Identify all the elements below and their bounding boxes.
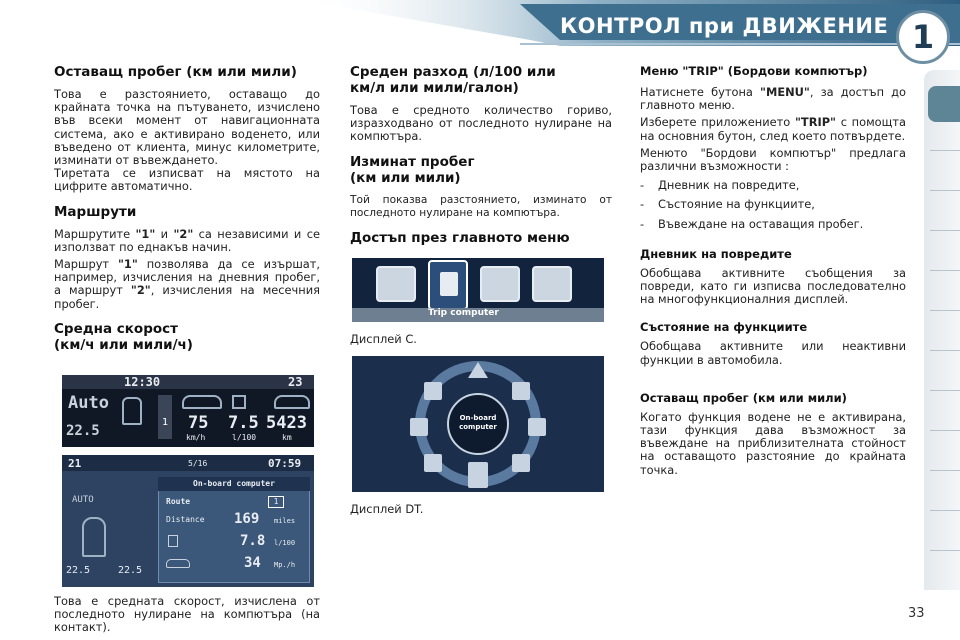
list-item: - Въвеждане на оставащия пробег. bbox=[640, 216, 864, 231]
car-range-icon bbox=[274, 395, 310, 409]
display-dt-screen bbox=[352, 356, 604, 492]
cabin-temp: 22.5 bbox=[66, 422, 100, 439]
section-title-remaining-range: Оставащ пробег (км или мили) bbox=[54, 64, 297, 80]
display-screen-mono bbox=[62, 375, 314, 447]
outside-temp: 21 bbox=[68, 456, 82, 470]
section-title-remaining-range-entry: Оставащ пробег (км или мили) bbox=[640, 390, 847, 405]
speed-unit: Mp./h bbox=[274, 560, 296, 569]
fuel-pump-icon bbox=[168, 535, 178, 547]
section-title-average-speed: Средна скорост (км/ч или мили/ч) bbox=[54, 320, 193, 353]
clock: 07:59 bbox=[268, 456, 302, 470]
trip-computer-icon bbox=[428, 260, 468, 310]
section-title-routes: Маршрути bbox=[54, 203, 137, 220]
climate-mode: AUTO bbox=[72, 494, 94, 505]
section-title-fault-log: Дневник на повредите bbox=[640, 246, 792, 261]
chapter-number-badge: 1 bbox=[896, 10, 950, 64]
outside-temp: 23 bbox=[288, 374, 303, 389]
paragraph: Тиретата се изписват на мястото на цифрите автоматично. bbox=[54, 166, 320, 194]
tab-divider bbox=[930, 190, 960, 191]
paragraph: Обобщава активните съобщения за повреди, като ги изписва последователно на многофункционалния дисплей. bbox=[640, 265, 906, 307]
climate-mode: Auto bbox=[68, 392, 109, 413]
paragraph: Менюто "Бордови компютър" предлага различни възможности : bbox=[640, 145, 906, 174]
caption-display-c: Дисплей C. bbox=[350, 332, 417, 347]
dial-center-label: On-board computer bbox=[459, 414, 497, 432]
caption-average-speed: Това е средната скорост, изчислена от последното нулиране на компютъра (на контакт). bbox=[54, 593, 320, 635]
list-item: - Дневник на повредите, bbox=[640, 178, 800, 193]
paragraph: Това е средното количество гориво, изразходвано от последното нулиране на компютъра. bbox=[350, 103, 612, 144]
paragraph: Той показва разстоянието, изминато от последното нулиране на компютъра. bbox=[350, 193, 612, 219]
section-title-function-status: Състояние на функциите bbox=[640, 320, 808, 335]
date: 5/16 bbox=[188, 458, 208, 468]
speed-value: 34 bbox=[244, 554, 261, 571]
tab-divider bbox=[930, 390, 960, 391]
section-title-distance-travelled: Изминат пробег (км или мили) bbox=[350, 153, 475, 186]
page-number: 33 bbox=[908, 606, 925, 621]
clock: 12:30 bbox=[124, 374, 161, 389]
route-number: 1 bbox=[158, 395, 172, 439]
tab-divider bbox=[930, 430, 960, 431]
column-3 bbox=[640, 64, 906, 487]
climate-icon bbox=[532, 266, 572, 302]
display-screen-color bbox=[62, 455, 314, 587]
paragraph: Натиснете бутона "MENU", за достъп до главното меню. bbox=[640, 85, 907, 113]
avg-speed-unit: km/h bbox=[186, 432, 206, 442]
fuel-value: 7.8 bbox=[240, 532, 266, 549]
menu-label: Trip computer bbox=[428, 308, 499, 319]
page-title: КОНТРОЛ при ДВИЖЕНИЕ bbox=[560, 14, 889, 38]
avg-consumption-unit: l/100 bbox=[232, 432, 257, 442]
fuel-pump-icon bbox=[232, 395, 246, 409]
distance-value: 169 bbox=[234, 510, 260, 527]
paragraph: Обобщава активните или неактивни функции в автомобила. bbox=[640, 339, 906, 367]
car-icon bbox=[182, 395, 222, 409]
seat-icon bbox=[82, 517, 106, 557]
distance-unit: miles bbox=[274, 516, 296, 525]
temp-left: 22.5 bbox=[66, 564, 91, 576]
settings-sliders-icon bbox=[480, 266, 520, 302]
section-title-main-menu-access: Достъп през главното меню bbox=[350, 230, 570, 247]
tab-divider bbox=[930, 470, 960, 471]
paragraph: Маршрутите "1" и "2" са независими и се използват по еднакъв начин. bbox=[54, 226, 320, 254]
temp-right: 22.5 bbox=[118, 564, 143, 576]
seat-icon bbox=[122, 397, 142, 425]
route-label: Route bbox=[166, 496, 191, 506]
car-icon bbox=[166, 559, 190, 568]
column-2 bbox=[350, 64, 612, 516]
caption-display-dt: Дисплей DT. bbox=[350, 502, 424, 517]
range-value: 5423 bbox=[266, 412, 307, 433]
column-1 bbox=[54, 64, 320, 640]
tab-divider bbox=[930, 150, 960, 151]
paragraph: Това е разстоянието, оставащо до крайната точка на пътуването, изчислено във всеки момент от навигационната система, ако е активирано воденето, или въведено от клиента, минус километрите, изминати от въвеждането. bbox=[54, 87, 320, 168]
paragraph: Маршрут "1" позволява да се изършат, например, изчисления на дневния пробег, а маршрут "2", изчисления на месечния пробег. bbox=[54, 257, 320, 311]
fuel-unit: l/100 bbox=[274, 538, 296, 547]
display-c-screen bbox=[352, 258, 604, 322]
tab-divider bbox=[930, 310, 960, 311]
navigation-icon bbox=[376, 266, 416, 302]
tab-divider bbox=[930, 270, 960, 271]
range-unit: km bbox=[282, 432, 292, 442]
section-title-avg-consumption: Среден разход (л/100 или км/л или мили/галон) bbox=[350, 64, 556, 96]
panel-title: On-board computer bbox=[158, 477, 310, 491]
avg-speed-value: 75 bbox=[188, 412, 209, 433]
paragraph: Изберете приложението "TRIP" с помощта на основния бутон, след което потвърдете. bbox=[640, 115, 906, 143]
tab-divider bbox=[930, 510, 960, 511]
tab-divider bbox=[930, 550, 960, 551]
chapter-tab-active bbox=[928, 86, 960, 122]
route-value: 1 bbox=[268, 496, 284, 508]
chapter-tab-strip bbox=[924, 70, 960, 590]
distance-label: Distance bbox=[166, 514, 205, 524]
avg-consumption-value: 7.5 bbox=[228, 412, 259, 433]
section-title-trip-menu: Меню "TRIP" (Бордови компютър) bbox=[640, 64, 868, 78]
paragraph: Когато функция водене не е активирана, тази функция дава възможност за въвеждане на приблизителната стойност на оставащото разстояние до крайната точка. bbox=[640, 409, 906, 477]
tab-divider bbox=[930, 350, 960, 351]
tab-divider bbox=[930, 230, 960, 231]
list-item: - Състояние на функциите, bbox=[640, 197, 815, 212]
